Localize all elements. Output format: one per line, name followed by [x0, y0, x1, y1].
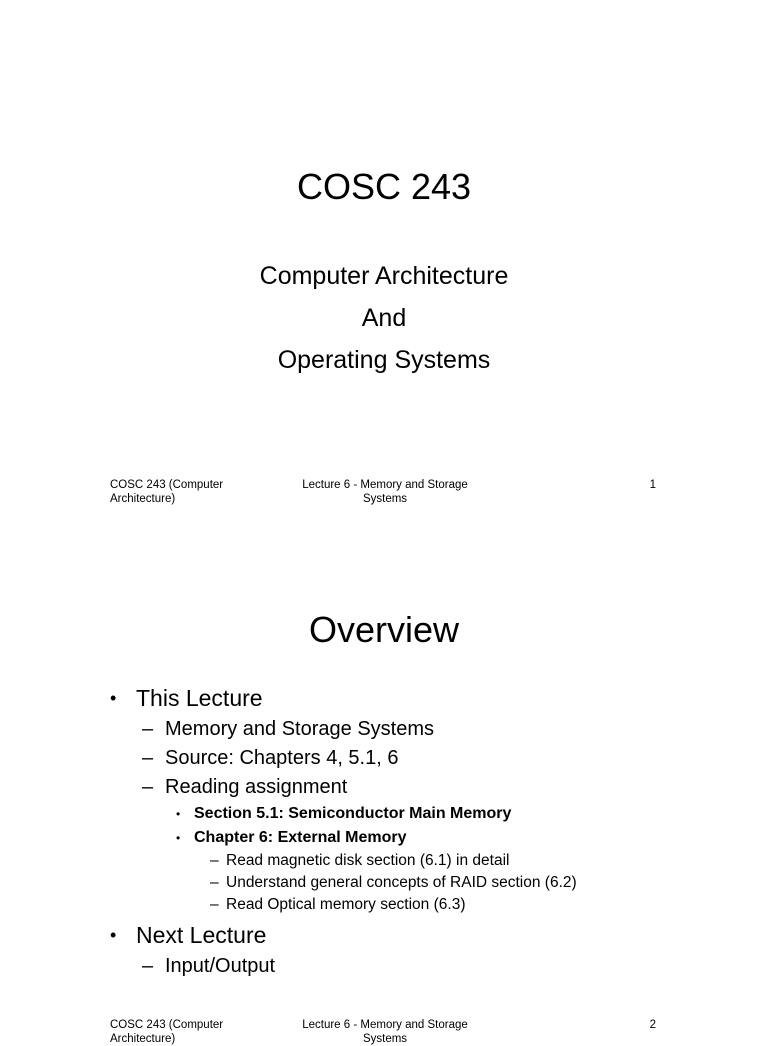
list-item: [110, 826, 710, 850]
bullet-marker: •: [110, 925, 117, 945]
list-item: [110, 744, 710, 773]
bullet-marker: •: [176, 807, 181, 821]
list-item-text: Reading assignment: [165, 776, 348, 798]
bullet-marker: •: [176, 831, 181, 845]
slide-2-title: Overview: [308, 609, 460, 650]
list-item-text: Understand general concepts of RAID section (6.2): [226, 874, 577, 891]
list-item-text: Read magnetic disk section (6.1) in detail: [226, 852, 510, 869]
dash-marker: –: [142, 747, 154, 769]
slide-2-footer-lecture: Lecture 6 - Memory and Storage Systems: [302, 1019, 468, 1045]
list-item-text: Chapter 6: External Memory: [194, 829, 407, 846]
subtitle-line-2: And: [361, 304, 407, 332]
list-item: [110, 773, 710, 802]
list-item-text: Read Optical memory section (6.3): [226, 896, 466, 913]
dash-marker: –: [210, 852, 219, 869]
list-item: [110, 894, 710, 916]
slide-1-page-number: 1: [649, 479, 656, 491]
list-item-text: Input/Output: [165, 955, 276, 977]
slide-2-footer-course: COSC 243 (Computer Architecture): [110, 1019, 224, 1045]
list-item-text: Next Lecture: [136, 922, 267, 948]
dash-marker: –: [210, 896, 219, 913]
list-item: [110, 919, 710, 952]
slide-1: [0, 0, 768, 512]
slide-1-subtitle: [0, 255, 768, 381]
list-item: [110, 872, 710, 894]
list-item-text: This Lecture: [136, 685, 263, 711]
bullet-marker: •: [110, 688, 117, 708]
subtitle-line-3: Operating Systems: [277, 346, 491, 374]
slide-1-footer-lecture: Lecture 6 - Memory and Storage Systems: [302, 479, 468, 505]
list-item: [110, 682, 710, 715]
dash-marker: –: [142, 955, 154, 977]
list-item-text: Memory and Storage Systems: [165, 718, 434, 740]
list-item-text: Source: Chapters 4, 5.1, 6: [165, 747, 399, 769]
slide-2: [0, 512, 768, 1045]
list-item-text: Section 5.1: Semiconductor Main Memory: [194, 805, 512, 822]
slide-1-title: COSC 243: [296, 166, 472, 207]
list-item: [110, 952, 710, 981]
slide-1-footer-course: COSC 243 (Computer Architecture): [110, 479, 224, 505]
list-item: [110, 715, 710, 744]
list-item: [110, 850, 710, 872]
dash-marker: –: [142, 718, 154, 740]
list-item: [110, 802, 710, 826]
bullet-list: [110, 682, 710, 981]
dash-marker: –: [142, 776, 154, 798]
slide-2-page-number: 2: [649, 1019, 656, 1031]
dash-marker: –: [210, 874, 219, 891]
subtitle-line-1: Computer Architecture: [259, 262, 509, 290]
